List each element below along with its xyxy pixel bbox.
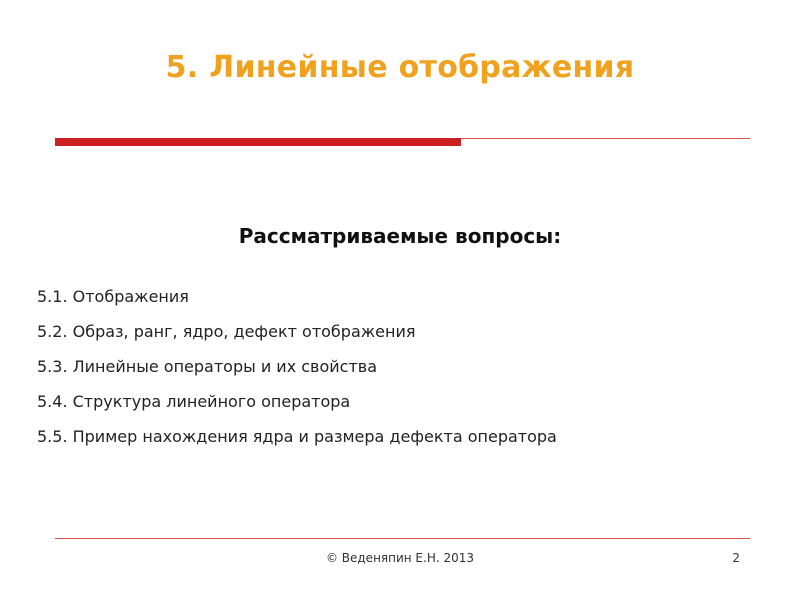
- slide-title: 5. Линейные отображения: [165, 50, 635, 85]
- page-number: 2: [732, 551, 740, 565]
- list-item: 5.5. Пример нахождения ядра и размера дефекта оператора: [37, 427, 557, 446]
- list-item: 5.1. Отображения: [37, 287, 189, 306]
- footer-rule: [55, 538, 750, 539]
- list-item: 5.4. Структура линейного оператора: [37, 392, 351, 411]
- copyright-footer: © Веденяпин Е.Н. 2013: [325, 551, 475, 565]
- list-item: 5.3. Линейные операторы и их свойства: [37, 357, 378, 376]
- slide-subtitle: Рассматриваемые вопросы:: [238, 224, 562, 248]
- questions-list: [37, 284, 557, 459]
- header-thick-rule: [55, 138, 461, 146]
- list-item: 5.2. Образ, ранг, ядро, дефект отображения: [37, 322, 416, 341]
